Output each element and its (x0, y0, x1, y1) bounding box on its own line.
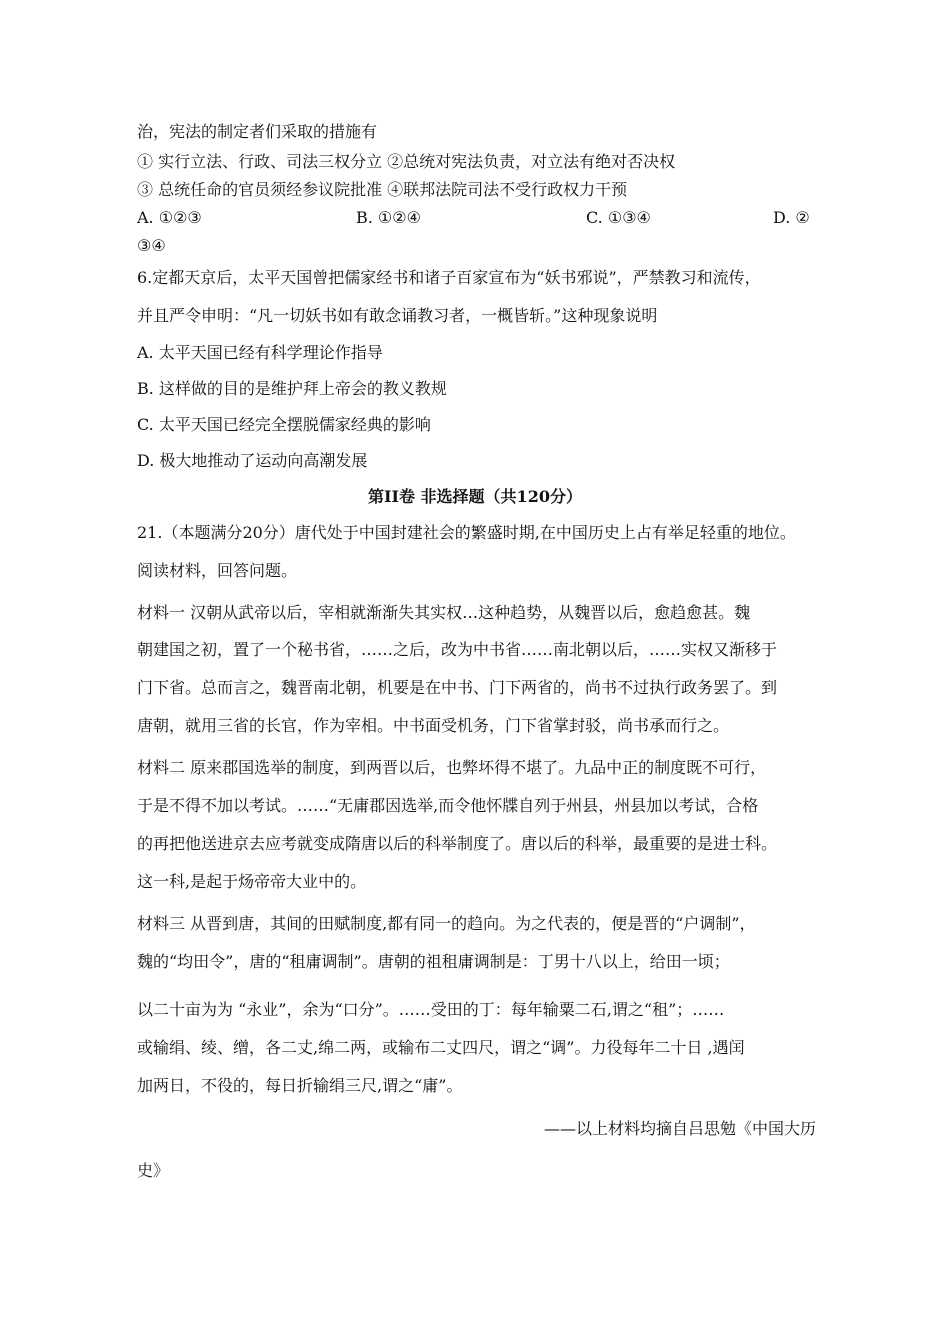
material-2-line-2: 于是不得不加以考试。……“无庸郡因选举,而令他怀牒自列于州县，州县加以考试，合格 (137, 796, 759, 815)
section-2-heading: 第II卷 非选择题（共120分） (368, 487, 582, 506)
q6-option-c: C. 太平天国已经完全摆脱儒家经典的影响 (137, 415, 431, 434)
material-2-line-1: 材料二 原来郡国选举的制度，到两晋以后，也弊坏得不堪了。九品中正的制度既不可行， (137, 758, 767, 777)
source-attribution: ——以上材料均摘自吕思勉《中国大历 (543, 1119, 816, 1138)
q5-items-line-1: ① 实行立法、行政、司法三权分立 ②总统对宪法负责，对立法有绝对否决权 (137, 152, 676, 171)
q5-option-d-continuation: ③④ (137, 236, 166, 255)
q5-option-b: B. ①②④ (356, 208, 421, 227)
q5-option-d: D. ② (773, 208, 810, 227)
material-1-line-1: 材料一 汉朝从武帝以后，宰相就渐渐失其实权…这种趋势，从魏晋以后，愈趋愈甚。魏 (137, 603, 751, 622)
material-3-line-3: 以二十亩为为 “永业”，余为“口分”。……受田的丁：每年输粟二石,谓之“租”；…… (137, 1000, 725, 1019)
q6-option-a: A. 太平天国已经有科学理论作指导 (137, 343, 383, 362)
q5-items-line-2: ③ 总统任命的官员须经参议院批准 ④联邦法院司法不受行政权力干预 (137, 180, 628, 199)
q5-option-c: C. ①③④ (586, 208, 651, 227)
material-3-line-2: 魏的“均田令”，唐的“租庸调制”。唐朝的祖租庸调制是：丁男十八以上，给田一顷； (137, 952, 730, 971)
q6-option-d: D. 极大地推动了运动向高潮发展 (137, 451, 368, 470)
material-3-line-5: 加两日，不役的，每日折输绢三尺,谓之“庸”。 (137, 1076, 463, 1095)
q5-stem-continuation: 治，宪法的制定者们采取的措施有 (137, 122, 378, 141)
material-2-line-4: 这一科,是起于炀帝帝大业中的。 (137, 872, 367, 891)
q5-option-a: A. ①②③ (137, 208, 202, 227)
material-1-line-4: 唐朝，就用三省的长官，作为宰相。中书面受机务，门下省掌封驳，尚书承而行之。 (137, 716, 730, 735)
material-2-line-3: 的再把他送进京去应考就变成隋唐以后的科举制度了。唐以后的科举，最重要的是进士科。 (137, 834, 778, 853)
q6-option-b: B. 这样做的目的是维护拜上帝会的教义教规 (137, 379, 447, 398)
q21-intro-line-1: 21.（本题满分20分）唐代处于中国封建社会的繁盛时期,在中国历史上占有举足轻重的地位。 (137, 523, 796, 542)
q6-stem-line-2: 并且严令申明：“凡一切妖书如有敢念诵教习者，一概皆斩。”这种现象说明 (137, 306, 658, 325)
material-1-line-2: 朝建国之初，置了一个秘书省，……之后，改为中书省……南北朝以后，……实权又渐移于 (137, 640, 778, 659)
source-attribution-continuation: 史》 (137, 1161, 170, 1180)
q6-stem-line-1: 6.定都天京后，太平天国曾把儒家经书和诸子百家宣布为“妖书邪说”，严禁教习和流传， (137, 268, 761, 287)
material-3-line-4: 或输绢、绫、缯，各二丈,绵二两，或输布二丈四尺，谓之“调”。力役每年二十日 ,遇闰 (137, 1038, 745, 1057)
q21-intro-line-2: 阅读材料，回答问题。 (137, 561, 298, 580)
material-1-line-3: 门下省。总而言之，魏晋南北朝，机要是在中书、门下两省的，尚书不过执行政务罢了。到 (137, 678, 778, 697)
material-3-line-1: 材料三 从晋到唐，其间的田赋制度,都有同一的趋向。为之代表的，便是晋的“户调制”， (137, 914, 756, 933)
